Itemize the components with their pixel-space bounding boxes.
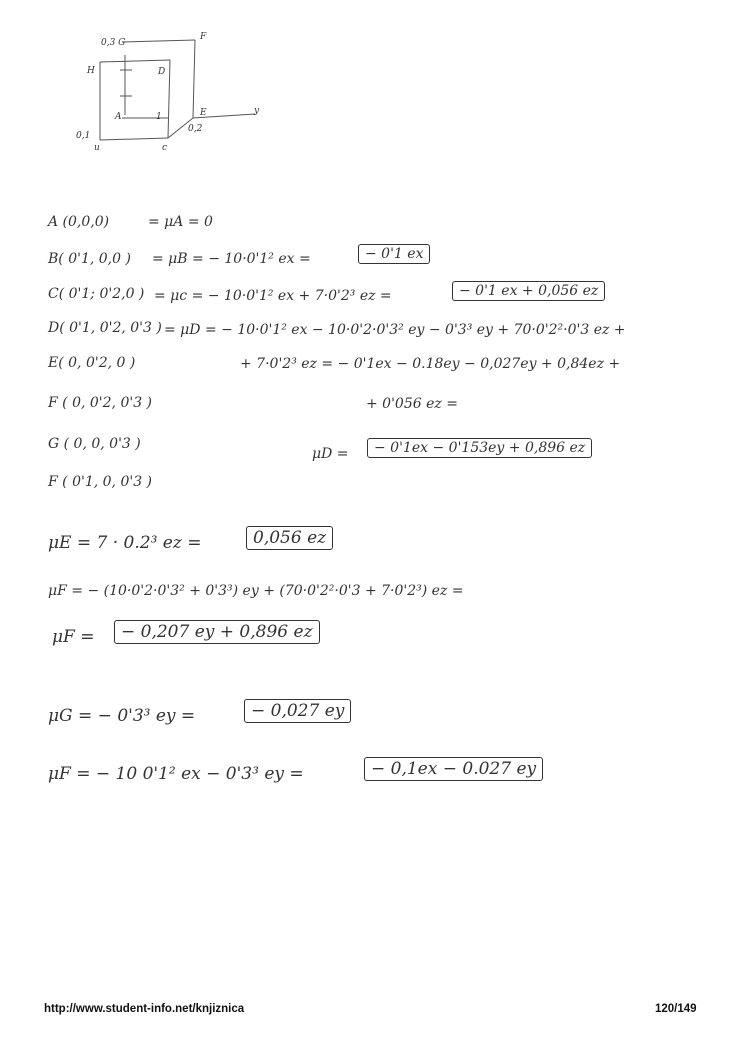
page-number: 120/149: [655, 1003, 697, 1015]
coord-b: B( 0'1, 0,0 ): [48, 251, 131, 267]
result-c: − 0'1 ex + 0,056 ez: [452, 281, 605, 301]
eq-g: μG = − 0'3³ ey =: [48, 706, 196, 726]
eq-d-line3: + 0'056 ez =: [366, 396, 458, 412]
label-y: y: [254, 106, 260, 116]
label-mu-f: μF =: [52, 627, 95, 647]
label-u: u: [94, 143, 100, 153]
eq-f2: μF = − 10 0'1² ex − 0'3³ ey =: [48, 764, 304, 784]
result-g: − 0,027 ey: [244, 699, 351, 723]
label-p02: 0,2: [188, 124, 203, 134]
coord-c: C( 0'1; 0'2,0 ): [48, 286, 145, 302]
coord-a: A (0,0,0): [48, 214, 110, 230]
label-g: 0,3 G: [101, 38, 126, 48]
label-f: F: [200, 32, 207, 42]
label-h: H: [87, 66, 95, 76]
result-f: − 0,207 ey + 0,896 ez: [114, 620, 320, 644]
label-mu-d: μD =: [312, 446, 349, 462]
eq-f: μF = − (10·0'2·0'3² + 0'3³) ey + (70·0'2²·0'3 + 7·0'2³) ez =: [48, 583, 464, 599]
coord-f2: F ( 0'1, 0, 0'3 ): [48, 474, 153, 490]
eq-b: = μB = − 10·0'1² ex =: [152, 251, 311, 267]
result-f2: − 0,1ex − 0.027 ey: [364, 757, 543, 781]
result-d: − 0'1ex − 0'153ey + 0,896 ez: [367, 438, 592, 458]
footer-url: http://www.student-info.net/knjiznica: [44, 1003, 245, 1015]
label-one: 1: [156, 112, 162, 122]
eq-a: = μA = 0: [148, 214, 213, 230]
label-a: A: [115, 112, 122, 122]
eq-e: μE = 7 · 0.2³ ez =: [48, 533, 202, 553]
result-e: 0,056 ez: [246, 526, 333, 550]
label-d: D: [158, 67, 166, 77]
coord-e: E( 0, 0'2, 0 ): [48, 355, 136, 371]
label-p01: 0,1: [76, 131, 91, 141]
eq-d-line1: = μD = − 10·0'1² ex − 10·0'2·0'3² ey − 0'3³ ey + 70·0'2²·0'3 ez +: [164, 322, 626, 338]
coord-g: G ( 0, 0, 0'3 ): [48, 436, 141, 452]
result-b: − 0'1 ex: [358, 244, 430, 264]
coord-d: D( 0'1, 0'2, 0'3 ): [48, 320, 162, 336]
eq-c: = μc = − 10·0'1² ex + 7·0'2³ ez =: [154, 288, 392, 304]
label-c: c: [162, 143, 168, 153]
eq-d-line2: + 7·0'2³ ez = − 0'1ex − 0.18ey − 0,027ey + 0,84ez +: [240, 356, 621, 372]
label-e: E: [200, 108, 207, 118]
coord-f: F ( 0, 0'2, 0'3 ): [48, 395, 153, 411]
